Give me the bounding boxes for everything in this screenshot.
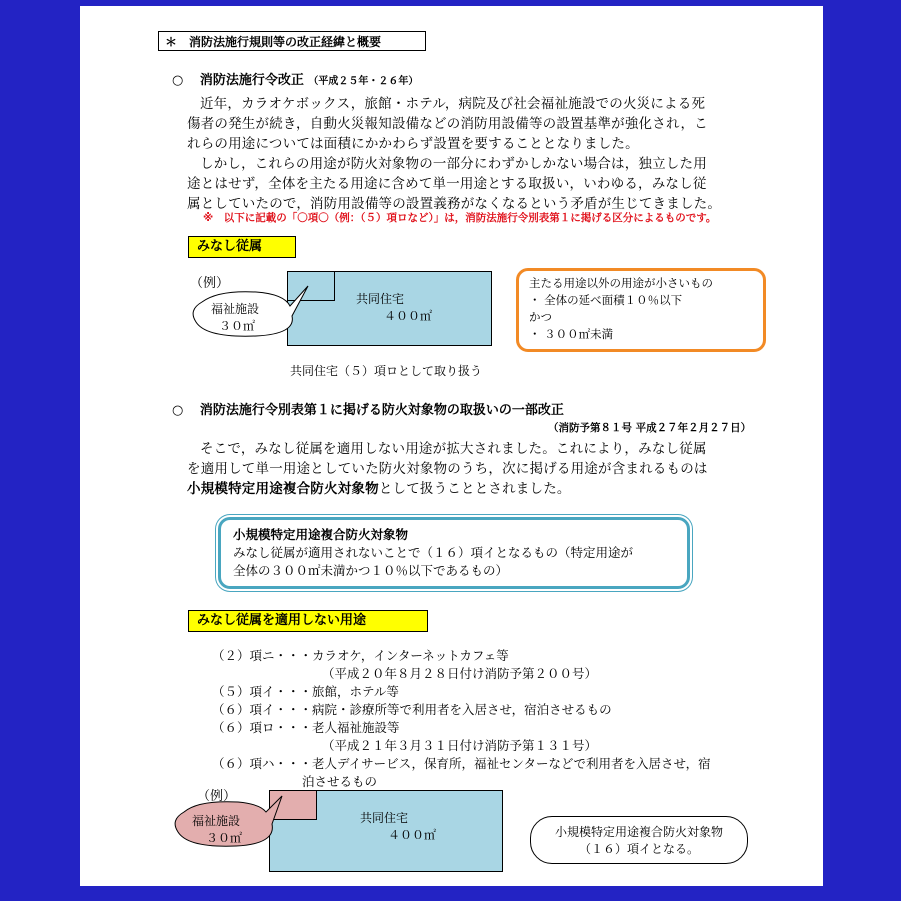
s2-para-line1: そこで，みなし従属を適用しない用途が拡大されました。これにより，みなし従属 bbox=[200, 441, 707, 457]
page-title: ＊ 消防法施行規則等の改正経緯と概要 bbox=[158, 31, 426, 51]
facility2-name: 福祉施設 bbox=[192, 814, 241, 828]
blue-box-line1: みなし従属が適用されないことで（１６）項イとなるもの（特定用途が bbox=[233, 545, 634, 560]
use-item-6-ro: （６）項ロ・・・老人福祉施設等 bbox=[212, 720, 400, 735]
frame-top bbox=[0, 0, 901, 6]
condition-line: 主たる用途以外の用途が小さいもの bbox=[529, 276, 713, 290]
example2-label: （例） bbox=[197, 789, 237, 804]
s2-para-line3 bbox=[187, 477, 571, 497]
s2-para-line2: を適用して単一用途としていた防火対象物のうち，次に掲げる用途が含まれるものは bbox=[187, 461, 708, 477]
use-item-6-ha-cont: 泊させるもの bbox=[302, 774, 378, 789]
example-label: （例） bbox=[190, 276, 230, 291]
use-item-ref: （平成２０年８月２８日付け消防予第２００号） bbox=[322, 666, 598, 681]
blue-box-title: 小規模特定用途複合防火対象物 bbox=[233, 527, 409, 542]
section1-years: （平成２５年・２６年） bbox=[308, 76, 419, 87]
facility2-area: ３０㎡ bbox=[206, 831, 243, 845]
section1-heading bbox=[172, 69, 418, 88]
section2-title: 消防法施行令別表第１に掲げる防火対象物の取扱いの一部改正 bbox=[199, 403, 564, 418]
result-bubble bbox=[530, 816, 748, 864]
s1-para1-line2: 傷者の発生が続き，自動火災報知設備などの消防用設備等の設置基準が強化され，こ bbox=[187, 116, 708, 132]
conditions-box bbox=[516, 268, 766, 352]
use-item-6-ha: （６）項ハ・・・老人デイサービス，保育所，福祉センターなどで利用者を入居させ，宿 bbox=[212, 756, 711, 771]
s1-para2-line3: 属としていたので，消防用設備等の設置義務がなくなるという矛盾が生じてきました。 bbox=[187, 196, 722, 212]
building-area: ４００㎡ bbox=[384, 309, 433, 323]
section1-title: 消防法施行令改正 bbox=[199, 73, 304, 88]
blue-box-line2: 全体の３００㎡未満かつ１０％以下であるもの） bbox=[233, 563, 509, 578]
minashi-tag: みなし従属 bbox=[188, 236, 296, 258]
s1-para2-line2: 途とはせず，全体を主たる用途に含めて単一用途とする取扱い，いわゆる，みなし従 bbox=[187, 176, 707, 192]
frame-bottom bbox=[0, 886, 901, 901]
facility-area: ３０㎡ bbox=[219, 319, 256, 333]
use-item-ref: （平成２１年３月３１日付け消防予第１３１号） bbox=[322, 738, 598, 753]
s1-para1-line1: 近年，カラオケボックス，旅館・ホテル，病院及び社会福祉施設での火災による死 bbox=[200, 96, 706, 112]
frame-left bbox=[0, 0, 80, 901]
building2-name: 共同住宅 bbox=[360, 811, 409, 825]
small-scale-definition-box bbox=[218, 517, 690, 589]
condition-line: ・ ３００㎡未満 bbox=[529, 327, 614, 341]
use-item-5-i: （５）項イ・・・旅館，ホテル等 bbox=[212, 684, 399, 699]
building2-area: ４００㎡ bbox=[388, 828, 437, 842]
use-item-2-ni: （２）項ニ・・・カラオケ，インターネットカフェ等 bbox=[212, 648, 509, 663]
use-item-6-i: （６）項イ・・・病院・診療所等で利用者を入居させ，宿泊させるもの bbox=[212, 702, 612, 717]
s1-para2-line1: しかし，これらの用途が防火対象物の一部分にわずかしかない場合は，独立した用 bbox=[200, 156, 707, 172]
not-applied-tag: みなし従属を適用しない用途 bbox=[188, 610, 428, 632]
s2-para-tail: として扱うこととされました。 bbox=[378, 481, 571, 497]
section2-reference: （消防予第８１号 平成２７年２月２７日） bbox=[548, 422, 752, 434]
s1-para1-line3: れらの用途については面積にかかわらず設置を要することとなりました。 bbox=[187, 136, 639, 152]
result-line2: （１６）項イとなる。 bbox=[578, 842, 699, 856]
section1-bullet: ○ bbox=[172, 73, 184, 88]
building-name: 共同住宅 bbox=[356, 292, 405, 306]
condition-line: ・ 全体の延べ面積１０％以下 bbox=[529, 293, 683, 307]
result-line1: 小規模特定用途複合防火対象物 bbox=[554, 825, 723, 839]
s2-para-bold: 小規模特定用途複合防火対象物 bbox=[187, 481, 379, 497]
minashi-caption: 共同住宅（５）項ロとして取り扱う bbox=[290, 364, 483, 378]
frame-right bbox=[823, 0, 901, 901]
condition-line: かつ bbox=[529, 310, 552, 324]
section1-note: ※ 以下に記載の「〇項〇（例：（５）項ロなど）」は，消防法施行令別表第１に掲げる区分によるものです。 bbox=[203, 212, 717, 224]
section2-bullet: ○ bbox=[172, 403, 184, 418]
facility-name: 福祉施設 bbox=[211, 302, 260, 316]
section2-heading bbox=[172, 399, 564, 418]
